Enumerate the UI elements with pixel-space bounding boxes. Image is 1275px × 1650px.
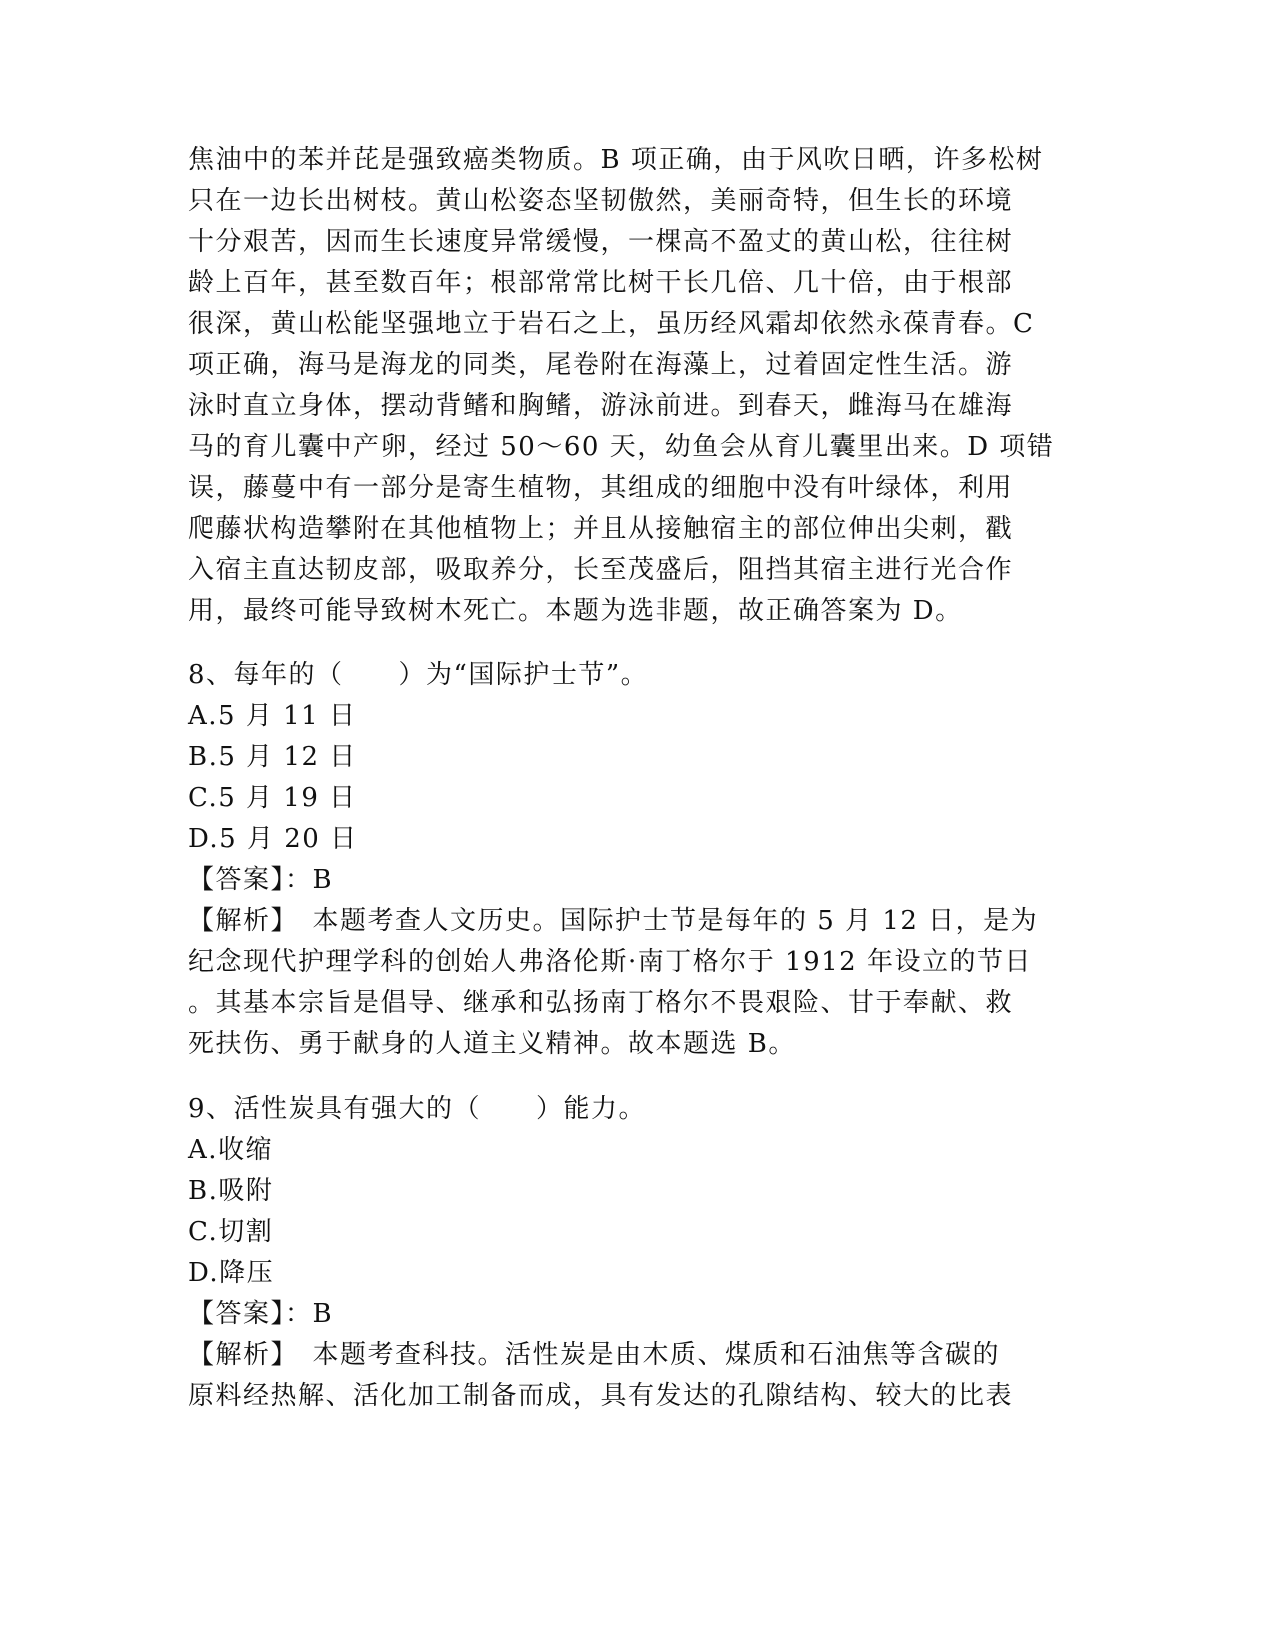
question-9-stem: 9、活性炭具有强大的（ ）能力。 <box>188 1094 647 1124</box>
paragraph-line: 误，藤蔓中有一部分是寄生植物，其组成的细胞中没有叶绿体，利用 <box>188 473 1014 503</box>
question-8-answer: 【答案】：B <box>188 865 334 895</box>
paragraph-line: 泳时直立身体，摆动背鳍和胸鳍，游泳前进。到春天，雌海马在雄海 <box>188 391 1014 421</box>
question-9-option-a: A.收缩 <box>188 1135 274 1165</box>
paragraph-line: 爬藤状构造攀附在其他植物上；并且从接触宿主的部位伸出尖刺，戳 <box>188 514 1014 544</box>
question-8-analysis-line: 【解析】 本题考查人文历史。国际护士节是每年的 5 月 12 日，是为 <box>188 906 1039 936</box>
question-8-analysis-line: 死扶伤、勇于献身的人道主义精神。故本题选 B。 <box>188 1029 796 1059</box>
question-8-analysis-line: 纪念现代护理学科的创始人弗洛伦斯·南丁格尔于 1912 年设立的节日 <box>188 947 1032 977</box>
question-9-analysis-line: 【解析】 本题考查科技。活性炭是由木质、煤质和石油焦等含碳的 <box>188 1340 1001 1370</box>
question-9-option-d: D.降压 <box>188 1258 275 1288</box>
question-8-stem: 8、每年的（ ）为“国际护士节”。 <box>188 660 649 690</box>
paragraph-line: 只在一边长出树枝。黄山松姿态坚韧傲然，美丽奇特，但生长的环境 <box>188 186 1014 216</box>
paragraph-line: 用，最终可能导致树木死亡。本题为选非题，故正确答案为 D。 <box>188 596 963 626</box>
question-8-analysis-line: 。其基本宗旨是倡导、继承和弘扬南丁格尔不畏艰险、甘于奉献、救 <box>188 988 1014 1018</box>
question-9-option-c: C.切割 <box>188 1217 274 1247</box>
question-8-option-a: A.5 月 11 日 <box>188 701 357 731</box>
question-9-answer: 【答案】：B <box>188 1299 334 1329</box>
paragraph-line: 马的育儿囊中产卵，经过 50～60 天，幼鱼会从育儿囊里出来。D 项错 <box>188 432 1055 462</box>
question-8-option-b: B.5 月 12 日 <box>188 742 357 772</box>
paragraph-line: 焦油中的苯并芘是强致癌类物质。B 项正确，由于风吹日晒，许多松树 <box>188 145 1044 175</box>
paragraph-line: 入宿主直达韧皮部，吸取养分，长至茂盛后，阻挡其宿主进行光合作 <box>188 555 1014 585</box>
question-8-option-d: D.5 月 20 日 <box>188 824 358 854</box>
paragraph-line: 龄上百年，甚至数百年；根部常常比树干长几倍、几十倍，由于根部 <box>188 268 1014 298</box>
paragraph-line: 十分艰苦，因而生长速度异常缓慢，一棵高不盈丈的黄山松，往往树 <box>188 227 1014 257</box>
paragraph-line: 项正确，海马是海龙的同类，尾卷附在海藻上，过着固定性生活。游 <box>188 350 1014 380</box>
question-9-analysis-line: 原料经热解、活化加工制备而成，具有发达的孔隙结构、较大的比表 <box>188 1381 1014 1411</box>
paragraph-line: 很深，黄山松能坚强地立于岩石之上，虽历经风霜却依然永葆青春。C <box>188 309 1035 339</box>
question-8-option-c: C.5 月 19 日 <box>188 783 357 813</box>
question-9-option-b: B.吸附 <box>188 1176 274 1206</box>
